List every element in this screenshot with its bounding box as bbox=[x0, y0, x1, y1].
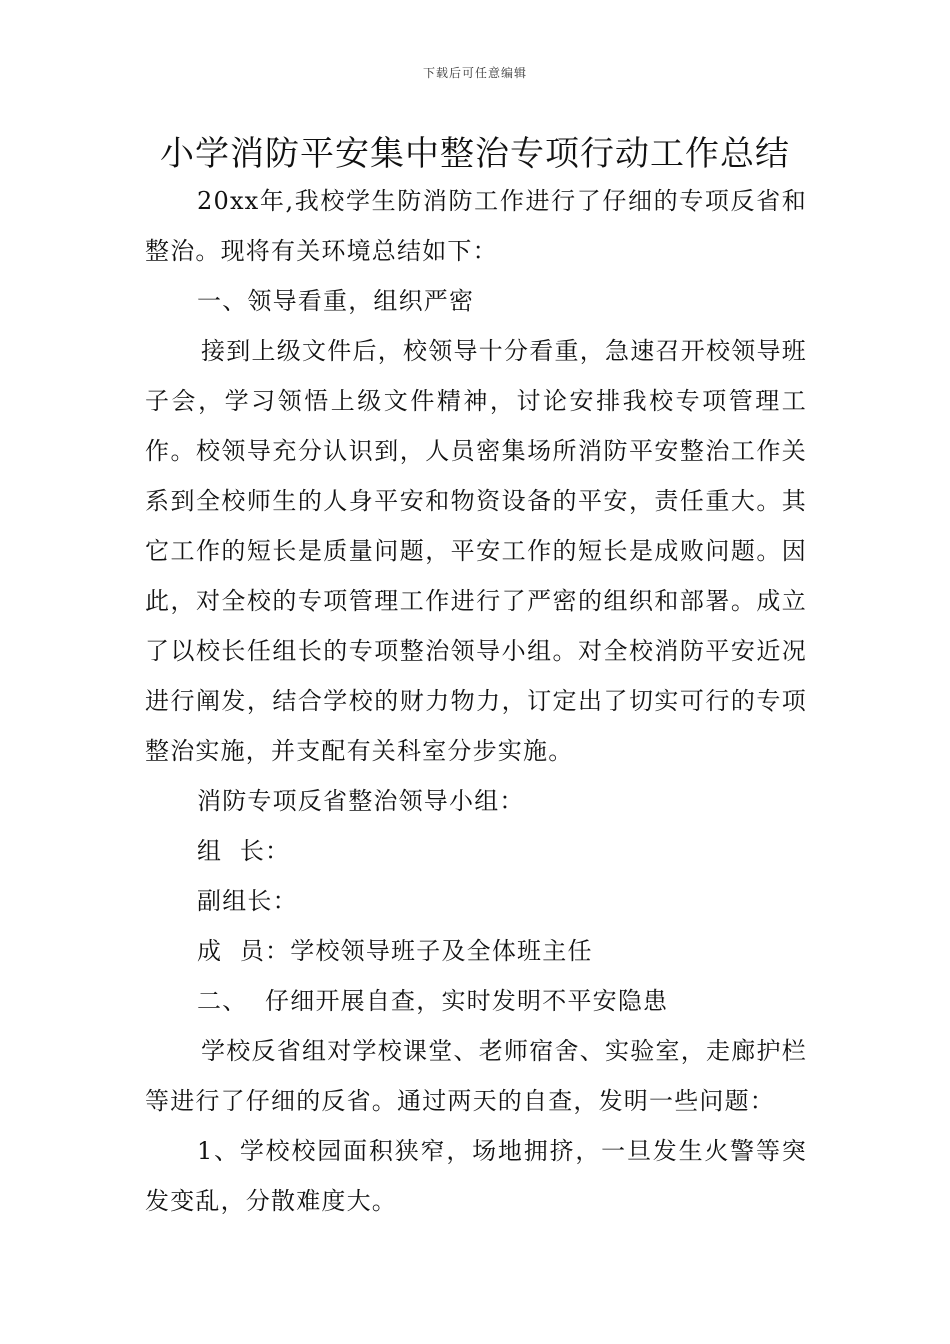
document-title: 小学消防平安集中整治专项行动工作总结 bbox=[160, 134, 790, 174]
list-item: 1、学校校园面积狭窄，场地拥挤，一旦发生火警等突发变乱，分散难度大。 bbox=[145, 1137, 807, 1215]
group-leader-line: 组 长： bbox=[197, 837, 291, 865]
section-heading-2: 二、 仔细开展自查，实时发明不平安隐患 bbox=[197, 987, 669, 1015]
members-line: 成 员：学校领导班子及全体班主任 bbox=[197, 937, 593, 965]
header-note: 下载后可任意编辑 bbox=[422, 66, 527, 80]
document-body bbox=[145, 176, 807, 1226]
deputy-leader-line: 副组长： bbox=[197, 887, 298, 915]
intro-paragraph: 20xx年,我校学生防消防工作进行了仔细的专项反省和整治。现将有关环境总结如下： bbox=[145, 187, 807, 265]
body-paragraph: 学校反省组对学校课堂、老师宿舍、实验室，走廊护栏等进行了仔细的反省。通过两天的自查，发明一些问题： bbox=[145, 1037, 807, 1115]
body-paragraph: 接到上级文件后，校领导十分看重，急速召开校领导班子会，学习领悟上级文件精神，讨论安排我校专项管理工作。校领导充分认识到，人员密集场所消防平安整治工作关系到全校师生的人身平安和物资设备的平安，责任重大。其它工作的短长是质量问题，平安工作的短长是成败问题。因此，对全校的专项管理工作进行了严密的组织和部署。成立了以校长任组长的专项整治领导小组。对全校消防平安近况进行阐发，结合学校的财力物力，订定出了切实可行的专项整治实施，并支配有关科室分步实施。 bbox=[145, 337, 807, 765]
group-heading: 消防专项反省整治领导小组： bbox=[197, 787, 525, 815]
section-heading-1: 一、领导看重，组织严密 bbox=[197, 287, 475, 315]
